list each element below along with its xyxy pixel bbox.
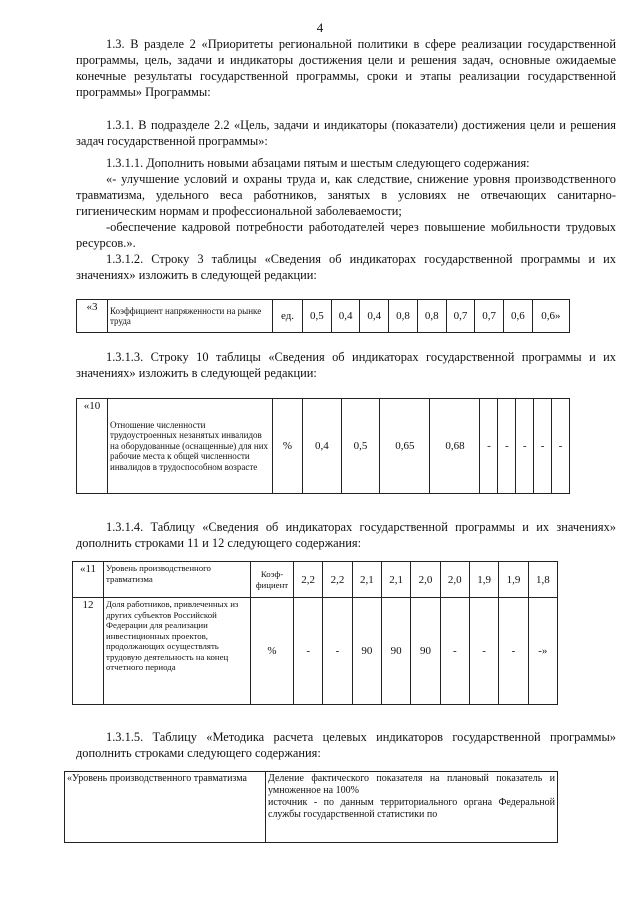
value-cell: 0,4 — [360, 300, 389, 333]
value-cell: - — [469, 598, 498, 705]
paragraph-1-3-1: 1.3.1. В подразделе 2.2 «Цель, задачи и индикаторы (показатели) достижения цели и решения задач государственной программы»: — [76, 118, 616, 148]
value-cell: 0,4 — [303, 399, 342, 494]
value-cell: 0,5 — [303, 300, 332, 333]
indicator-table-rows-11-12 — [72, 561, 558, 705]
indicator-label: Коэффициент напряженности на рынке труда — [108, 300, 273, 333]
table-row — [77, 399, 570, 494]
indicator-label: Доля работников, привлеченных из других субъектов Российской Федерации для реализации инвестиционных проектов, продолжающих осуществлять трудовую деятельность на конец отчетного периода — [104, 598, 251, 705]
paragraph-bullet-2: -обеспечение кадровой потребности работодателей через повышение мобильности трудовых ресурсов.». — [76, 220, 616, 250]
row-number: «11 — [73, 562, 104, 598]
unit-cell: % — [251, 598, 294, 705]
value-cell: 1,9 — [499, 562, 528, 598]
value-cell: 1,8 — [528, 562, 557, 598]
paragraph-bullet-1: «- улучшение условий и охраны труда и, как следствие, снижение уровня производственного травматизма, удельного веса работников, занятых в условиях не отвечающих санитарно-гигиеническим нормам и профессиональной заболеваемости; — [76, 172, 616, 218]
paragraph-1-3: 1.3. В разделе 2 «Приоритеты региональной политики в сфере реализации государственной программы, цель, задачи и индикаторы достижения цели и решения задач, основные ожидаемые конечные результаты государственной программы, сроки и этапы реализации государственной программы» Программы: — [76, 37, 616, 99]
value-cell: 0,5 — [341, 399, 380, 494]
value-cell: 0,6 — [504, 300, 533, 333]
value-cell: 2,2 — [323, 562, 352, 598]
table-row — [77, 300, 570, 333]
methodology-formula: Деление фактического показателя на плановый показатель и умноженное на 100% — [268, 773, 555, 796]
value-cell: -» — [528, 598, 557, 705]
methodology-table — [64, 771, 558, 843]
paragraph-1-3-1-2: 1.3.1.2. Строку 3 таблицы «Сведения об индикаторах государственной программы и их значениях» изложить в следующей редакции: — [76, 252, 616, 282]
methodology-source: источник - по данным территориального органа Федеральной службы государственной статистики по — [268, 797, 555, 820]
value-cell: 0,4 — [331, 300, 360, 333]
value-cell: - — [534, 399, 552, 494]
methodology-cell — [266, 772, 558, 843]
indicator-table-row-10 — [76, 398, 570, 494]
value-cell: - — [323, 598, 352, 705]
value-cell: 2,2 — [294, 562, 323, 598]
value-cell: 90 — [352, 598, 381, 705]
page-number: 4 — [316, 20, 324, 35]
value-cell: 0,65 — [380, 399, 430, 494]
paragraph-1-3-1-5: 1.3.1.5. Таблицу «Методика расчета целевых индикаторов государственной программы» дополнить строками следующего содержания: — [76, 730, 616, 760]
value-cell: 0,68 — [430, 399, 480, 494]
table-row — [73, 598, 558, 705]
value-cell: 2,1 — [352, 562, 381, 598]
table-row — [73, 562, 558, 598]
table-row — [65, 772, 558, 843]
value-cell: - — [498, 399, 516, 494]
value-cell: - — [499, 598, 528, 705]
indicator-label: Уровень производственного травматизма — [104, 562, 251, 598]
value-cell: 2,0 — [411, 562, 440, 598]
value-cell: 90 — [381, 598, 410, 705]
paragraph-1-3-1-3: 1.3.1.3. Строку 10 таблицы «Сведения об индикаторах государственной программы и их значениях» изложить в следующей редакции: — [76, 350, 616, 380]
unit-cell: Коэф-фициент — [251, 562, 294, 598]
paragraph-1-3-1-1: 1.3.1.1. Дополнить новыми абзацами пятым и шестым следующего содержания: — [106, 156, 530, 170]
unit-cell: % — [273, 399, 303, 494]
row-number: «3 — [77, 300, 108, 333]
indicator-label: «Уровень производственного травматизма — [65, 772, 266, 843]
value-cell: 0,7 — [475, 300, 504, 333]
value-cell: - — [480, 399, 498, 494]
value-cell: - — [552, 399, 570, 494]
paragraph-1-3-1-4: 1.3.1.4. Таблицу «Сведения об индикаторах государственной программы и их значениях» дополнить строками 11 и 12 следующего содержания: — [76, 520, 616, 550]
value-cell: 1,9 — [469, 562, 498, 598]
value-cell: 90 — [411, 598, 440, 705]
unit-cell: ед. — [273, 300, 303, 333]
value-cell: 2,0 — [440, 562, 469, 598]
value-cell: 0,8 — [389, 300, 418, 333]
value-cell: 0,8 — [417, 300, 446, 333]
value-cell: 2,1 — [381, 562, 410, 598]
row-number: «10 — [77, 399, 108, 494]
value-cell: - — [294, 598, 323, 705]
indicator-label: Отношение численности трудоустроенных незанятых инвалидов на оборудованные (оснащенные) для них рабочие места к общей численности инвалидов в трудоспособном возрасте — [108, 399, 273, 494]
value-cell: 0,6» — [532, 300, 569, 333]
value-cell: 0,7 — [446, 300, 475, 333]
value-cell: - — [440, 598, 469, 705]
indicator-table-row-3 — [76, 299, 570, 333]
row-number: 12 — [73, 598, 104, 705]
value-cell: - — [516, 399, 534, 494]
